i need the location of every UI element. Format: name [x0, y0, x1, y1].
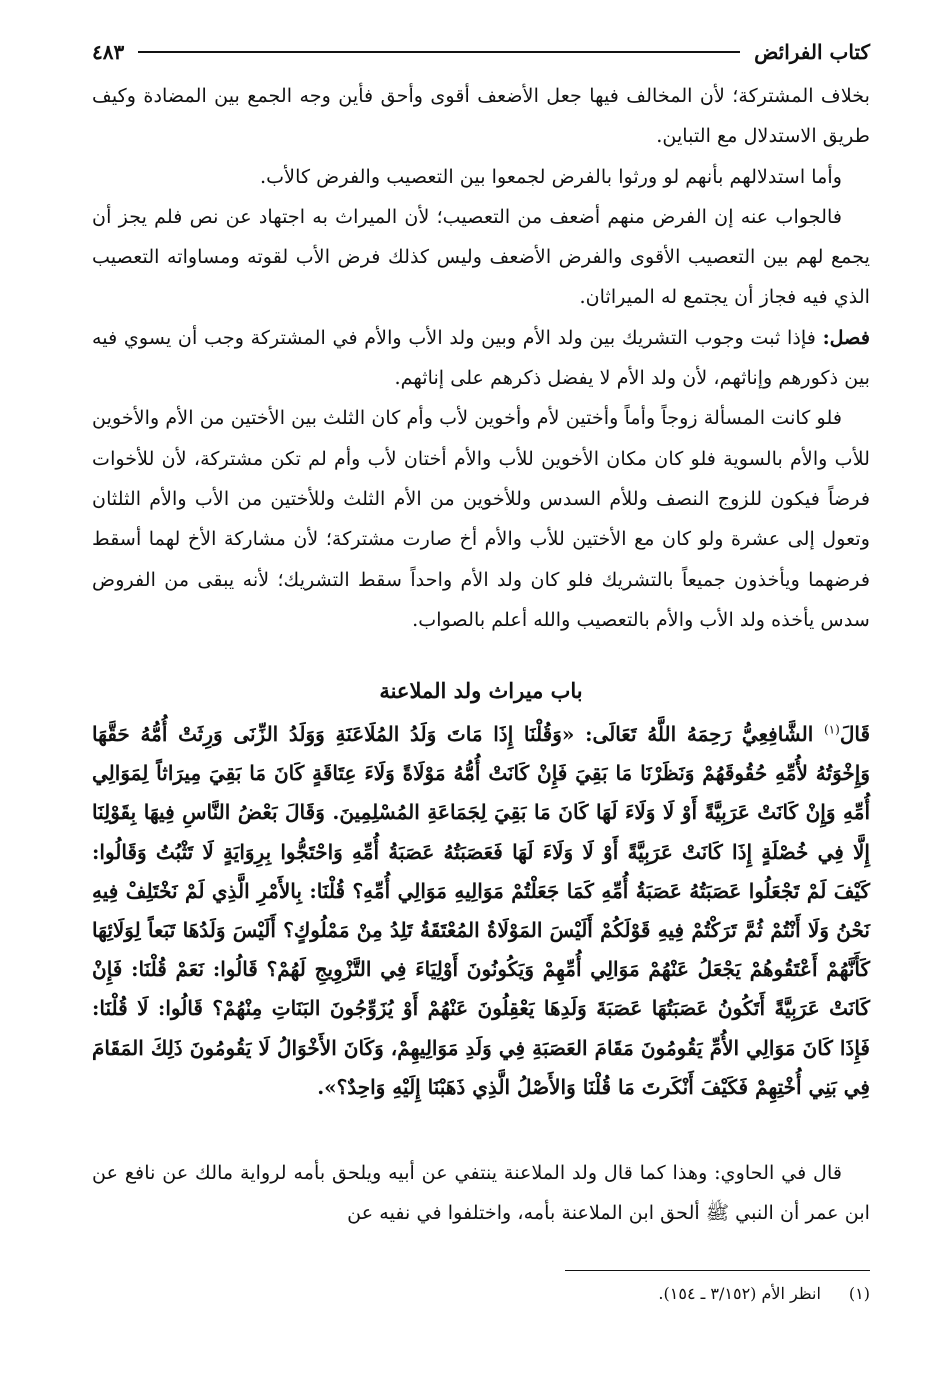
footnote-text: انظر الأم (٣/١٥٢ ـ ١٥٤).: [658, 1284, 821, 1303]
footnote-divider: [565, 1270, 870, 1271]
section-label: فصل:: [822, 325, 870, 349]
page-number: ٤٨٣: [92, 40, 125, 64]
footnote: [92, 1282, 870, 1306]
paragraph: فلو كانت المسألة زوجاً وأماً وأختين لأم وأخوين لأب وأم كان الثلث بين الأختين من الأم والأخوين للأب والأم بالسوية فلو كان مكان الأخوين للأب والأم أختان لأب وأم لم تكن مشتركة، لأن للأخوات فرضاً فيكون للزوج النصف وللأم السدس وللأخوين من الأم الثلث وللأختين من الأب والأم الثلثان وتعول إلى عشرة ولو كان مع الأختين للأب والأم أخ صارت مشتركة؛ لأن مشاركة الأخ لهما أسقط فرضهما ويأخذون جميعاً بالتشريك فلو كان ولد الأم واحداً سقط التشريك؛ لأنه يبقى من الفروض سدس يأخذه ولد الأب والأم بالتعصيب والله أعلم بالصواب.: [92, 406, 870, 631]
footnote-reference: (١): [823, 722, 840, 737]
commentary-text: [92, 1153, 870, 1232]
paragraph: بخلاف المشتركة؛ لأن المخالف فيها جعل الأضعف أقوى وأحق فأين وجه الجمع بين المضادة وكيف طريق الاستدلال مع التباين.: [92, 84, 870, 148]
paragraph: فالجواب عنه إن الفرض منهم أضعف من التعصيب؛ لأن الميراث به اجتهاد عن نص فلم يجز أن يجمع لهم بين التعصيب الأقوى والفرض الأضعف وليس كذلك فرض الأب لقوته ومساواته التعصيب الذي فيه فجاز أن يجتمع له الميراثان.: [92, 204, 870, 309]
main-text: [92, 76, 870, 640]
page-header: [92, 34, 870, 70]
paragraph: وأما استدلالهم بأنهم لو ورثوا بالفرض لجمعوا بين التعصيب والفرض كالأب.: [260, 164, 842, 188]
quote-intro: قَالَ: [839, 722, 870, 746]
chapter-title: باب ميراث ولد الملاعنة: [379, 678, 583, 703]
quote-paragraph: [92, 715, 870, 1107]
section-text: فإذا ثبت وجوب التشريك بين ولد الأم وبين ولد الأب والأم في المشتركة وجب أن يسوي فيه بين ذكورهم وإناثهم، لأن ولد الأم لا يفضل ذكرهم على إناثهم.: [92, 325, 870, 390]
quote-body: الشَّافِعِيُّ رَحِمَهُ اللَّهُ تَعَالَى: «وَقُلْنَا إِذَا مَاتَ وَلَدُ المُلَاعَنَةِ وَوَلَدُ الزِّنَى وَرِثَتْ أُمُّهُ حَقَّهَا وَإِخْوَتُهُ لأُمِّهِ حُقُوقَهُمْ وَنَظَرْنَا مَا بَقِيَ فَإِنْ كَانَتْ أُمُّهُ مَوْلَاةً وَلَاءَ عِتَاقَةٍ كَانَ مَا بَقِيَ مِيرَاثاً لِمَوَالِي أُمِّهِ وَإِنْ كَانَتْ عَرَبِيَّةً أَوْ لَا وَلَاءَ لَهَا كَانَ مَا بَقِيَ لِجَمَاعَةِ المُسْلِمِينَ. وَقَالَ بَعْضُ النَّاسِ فِيهَا بِقَوْلِنَا إِلَّا فِي خُصْلَةٍ إِذَا كَانَتْ عَرَبِيَّةً أَوْ لَا وَلَاءَ لَهَا فَعَصَبَتُهُ عَصَبَةُ أُمِّهِ وَاحْتَجُّوا بِرِوَايَةٍ لَا تَثْبُتُ وَقَالُوا: كَيْفَ لَمْ تَجْعَلُوا عَصَبَتُهُ عَصَبَةُ أُمِّهِ كَمَا جَعَلْتُمْ مَوَالِيهِ مَوَالِي أُمِّهِ؟ قُلْنَا: بِالأَمْرِ الَّذِي لَمْ نَخْتَلِفْ فِيهِ نَحْنُ وَلَا أَنْتُمْ ثُمَّ تَرَكْتُمْ فِيهِ قَوْلَكُمْ أَلَيْسَ المَوْلَاةُ المُعْتَقَةُ تَلِدُ مِنْ مَمْلُوكٍ؟ أَلَيْسَ وَلَدُهَا تَبَعاً لِوَلَائِهَا كَأَنَّهُمْ أَعْتَقُوهُمْ يَجْعَلُ عَنْهُمْ مَوَالِي أُمِّهِمْ وَيَكُونُونَ أَوْلِيَاءَ فِي التَّزْوِيجِ لَهُمْ؟ قَالُوا: نَعَمْ قُلْنَا: فَإِنْ كَانَتْ عَرَبِيَّةً أَتَكُونُ عَصَبَتُهَا عَصَبَةَ وَلَدِهَا يَعْقِلُونَ عَنْهُمْ أَوْ يُزَوِّجُونَ البَنَاتِ مِنْهُمْ؟ قَالُوا: لَا قُلْنَا: فَإِذَا كَانَ مَوَالِي الأُمِّ يَقُومُونَ مَقَامَ العَصَبَةِ فِي وَلَدِ مَوَالِيهِمْ، وَكَانَ الأَخْوَالُ لَا يَقُومُونَ ذَلِكَ المَقَامَ فِي بَنِي أُخْتِهِمْ فَكَيْفَ أَنْكَرتَ مَا قُلْنَا وَالأَصْلُ الَّذِي ذَهَبْنَا إِلَيْهِ وَاحِدٌ؟».: [92, 722, 870, 1099]
book-title: كتاب الفرائض: [754, 40, 870, 64]
paragraph: قال في الحاوي: وهذا كما قال ولد الملاعنة ينتفي عن أبيه ويلحق بأمه لرواية مالك عن نافع عن ابن عمر أن النبي ﷺ ألحق ابن الملاعنة بأمه، واختلفوا في نفيه عن: [92, 1161, 870, 1224]
quoted-text: [92, 715, 870, 1107]
footnote-marker: (١): [848, 1284, 870, 1303]
section-paragraph: [92, 318, 870, 399]
header-rule: [138, 51, 740, 53]
